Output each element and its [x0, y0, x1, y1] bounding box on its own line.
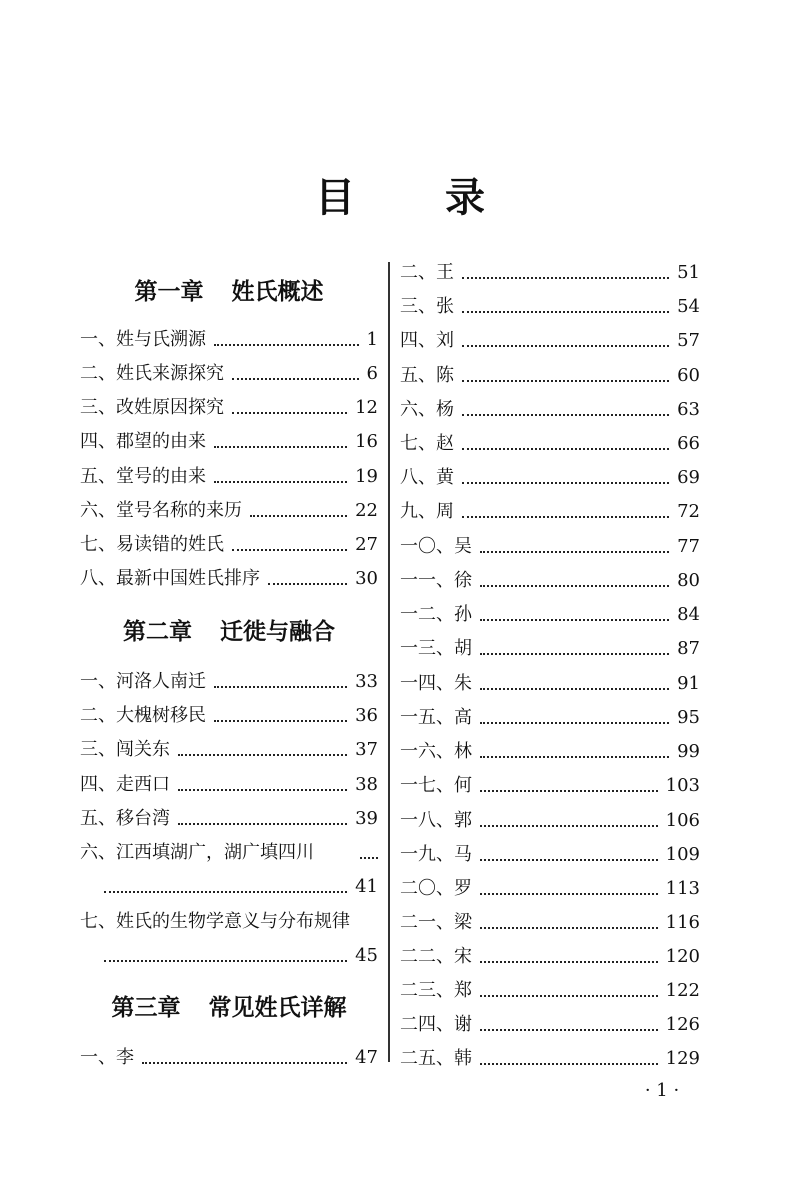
page-title: 目 录: [315, 175, 523, 221]
toc-entry-line1[interactable]: 七、姓氏的生物学意义与分布规律: [80, 911, 350, 932]
toc-entry[interactable]: 八、最新中国姓氏排序 30: [80, 568, 378, 589]
toc-entry[interactable]: 一五、高 95: [400, 707, 700, 728]
toc-entry[interactable]: 八、黄 69: [400, 467, 700, 488]
toc-entry[interactable]: 一、李 47: [80, 1047, 378, 1068]
toc-entry[interactable]: 四、郡望的由来 16: [80, 431, 378, 452]
chapter-1-number: 第一章: [134, 279, 204, 305]
toc-entry[interactable]: 二、大槐树移民 36: [80, 705, 378, 726]
column-divider: [388, 262, 390, 1062]
toc-entry[interactable]: 一〇、吴 77: [400, 536, 700, 557]
toc-entry[interactable]: 四、走西口 38: [80, 774, 378, 795]
chapter-1-heading: [80, 272, 378, 312]
toc-entry[interactable]: 二、姓氏来源探究 6: [80, 363, 378, 384]
toc-entry[interactable]: 一九、马 109: [400, 844, 700, 865]
toc-entry[interactable]: 二、王 51: [400, 262, 700, 283]
toc-entry[interactable]: 三、改姓原因探究 12: [80, 397, 378, 418]
toc-entry[interactable]: 一七、何 103: [400, 775, 700, 796]
toc-entry[interactable]: 七、易读错的姓氏 27: [80, 534, 378, 555]
chapter-3-title: 常见姓氏详解: [208, 995, 347, 1021]
chapter-2-title: 迁徙与融合: [220, 619, 335, 645]
toc-entry[interactable]: 二三、郑 122: [400, 980, 700, 1001]
toc-entry[interactable]: 一、姓与氏溯源 1: [80, 329, 378, 350]
toc-entry[interactable]: 二五、韩 129: [400, 1048, 700, 1069]
page-number: · 1 ·: [644, 1080, 680, 1101]
toc-entry[interactable]: 一二、孙 84: [400, 604, 700, 625]
toc-entry[interactable]: 一三、胡 87: [400, 638, 700, 659]
toc-entry[interactable]: 四、刘 57: [400, 330, 700, 351]
toc-entry[interactable]: 二四、谢 126: [400, 1014, 700, 1035]
toc-entry-line2[interactable]: 41: [80, 870, 378, 904]
toc-entry[interactable]: 一、河洛人南迁 33: [80, 671, 378, 692]
toc-entry[interactable]: 一六、林 99: [400, 741, 700, 762]
toc-entry[interactable]: 三、张 54: [400, 296, 700, 317]
toc-entry[interactable]: 二二、宋 120: [400, 946, 700, 967]
toc-entry[interactable]: 三、闯关东 37: [80, 739, 378, 760]
toc-entry[interactable]: 二一、梁 116: [400, 912, 700, 933]
chapter-3-number: 第三章: [111, 995, 181, 1021]
chapter-1-title: 姓氏概述: [231, 279, 324, 305]
toc-entry[interactable]: 五、堂号的由来 19: [80, 466, 378, 487]
toc-entry[interactable]: 六、杨 63: [400, 399, 700, 420]
chapter-2-number: 第二章: [123, 619, 192, 645]
toc-entry-line1[interactable]: 六、江西填湖广，湖广填四川: [80, 836, 378, 870]
toc-entry[interactable]: 七、赵 66: [400, 433, 700, 454]
toc-entry[interactable]: 一一、徐 80: [400, 570, 700, 591]
toc-entry[interactable]: 九、周 72: [400, 501, 700, 522]
toc-entry[interactable]: 一四、朱 91: [400, 673, 700, 694]
chapter-2-heading: [80, 612, 378, 652]
toc-entry[interactable]: 二〇、罗 113: [400, 878, 700, 899]
toc-entry[interactable]: 一八、郭 106: [400, 810, 700, 831]
toc-entry[interactable]: 五、移台湾 39: [80, 808, 378, 829]
toc-entry[interactable]: 五、陈 60: [400, 365, 700, 386]
toc-entry[interactable]: 六、堂号名称的来历 22: [80, 500, 378, 521]
chapter-3-heading: [80, 988, 378, 1028]
toc-entry-line2[interactable]: 45: [80, 939, 378, 973]
